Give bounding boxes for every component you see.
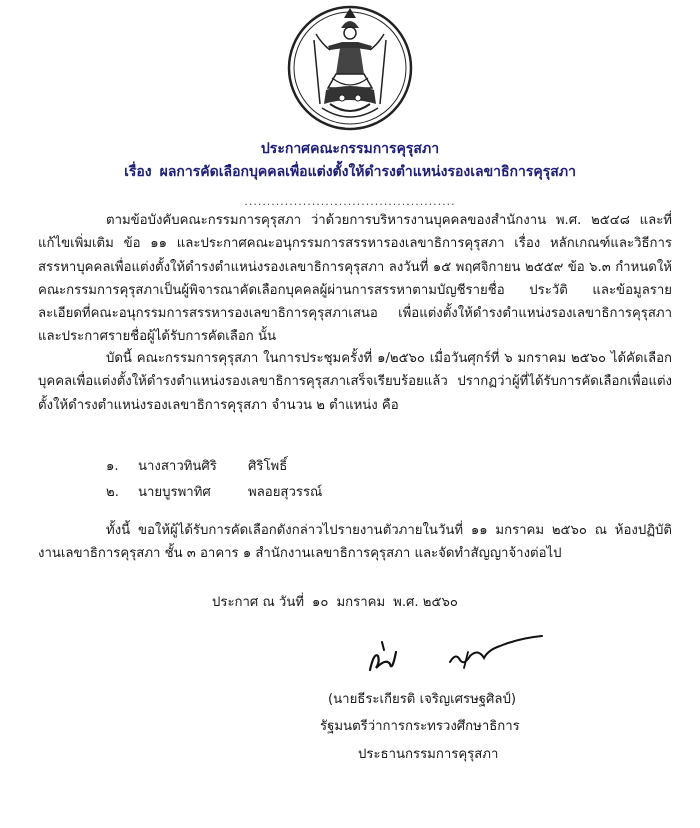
handwritten-signature (360, 622, 560, 682)
selected-person-2 (106, 482, 322, 504)
paragraph-report: ทั้งนี้ ขอให้ผู้ได้รับการคัดเลือกดังกล่าวไปรายงานตัวภายในวันที่ ๑๑ มกราคม ๒๕๖๐ ณ ห้องปฏิบัติงานเลขาธิการคุรุสภา ชั้น ๓ อาคาร ๑ สำนักงานเลขาธิการคุรุสภา และจัดทำสัญญาจ้างต่อไป (38, 523, 672, 562)
selected-person-1 (106, 456, 287, 478)
date-day: ๑๐ (312, 595, 329, 610)
khurusapha-seal-logo (286, 4, 414, 132)
date-month: มกราคม (336, 595, 386, 610)
paragraph-selection: บัดนี้ คณะกรรมการคุรุสภา ในการประชุมครั้งที่ ๑/๒๕๖๐ เมื่อวันศุกร์ที่ ๖ มกราคม ๒๕๖๐ ได้คัดเลือกบุคคลเพื่อแต่งตั้งให้ดำรงตำแหน่งรองเลขาธิการคุรุสภาเสร็จเรียบร้อยแล้ว ปรากฏว่าผู้ที่ได้รับการคัดเลือกเพื่อแต่งตั้งให้ดำรงตำแหน่งรองเลขาธิการคุรุสภา จำนวน ๒ ตำแหน่ง คือ (38, 351, 672, 413)
paragraph-regulation: ตามข้อบังคับคณะกรรมการคุรุสภา ว่าด้วยการบริหารงานบุคคลของสำนักงาน พ.ศ. ๒๕๔๘ และที่แก้ไขเพิ่มเติม ข้อ ๑๑ และประกาศคณะอนุกรรมการสรรหารองเลขาธิการคุรุสภา เรื่อง หลักเกณฑ์และวิธีการสรรหาบุคคลเพื่อแต่งตั้งให้ดำรงตำแหน่งรองเลขาธิการคุรุสภา ลงวันที่ ๑๕ พฤศจิกายน ๒๕๕๙ ข้อ ๖.๓ กำหนดให้คณะกรรมการคุรุสภาเป็นผู้พิจารณาคัดเลือกบุคคลผู้ผ่านการสรรหาตามบัญชีรายชื่อ ประวัติ และข้อมูลรายละเอียดที่คณะอนุกรรมการสรรหารองเลขาธิการคุรุสภาเสนอ เพื่อแต่งตั้งให้ดำรงตำแหน่งรองเลขาธิการคุรุสภา และประกาศรายชื่อผู้ได้รับการคัดเลือก นั้น (38, 213, 672, 345)
item-number: ๒. (106, 485, 119, 500)
announcement-date (212, 592, 466, 614)
person-last-name: พลอยสุวรรณ์ (248, 485, 323, 500)
person-first-name: นางสาวทินศิริ (138, 459, 217, 474)
subject-label: เรื่อง (124, 164, 152, 180)
signatory-role: ประธานกรรมการคุรุสภา (358, 747, 499, 762)
date-year: พ.ศ. ๒๕๖๐ (393, 595, 458, 610)
person-first-name: นายบูรพาทิศ (138, 485, 211, 500)
date-prefix: ประกาศ ณ วันที่ (212, 595, 305, 610)
item-number: ๑. (106, 459, 119, 474)
signatory-name: (นายธีระเกียรติ เจริญเศรษฐศิลป์) (328, 692, 517, 707)
signatory-position: รัฐมนตรีว่าการกระทรวงศึกษาธิการ (320, 719, 520, 734)
announcement-subject (0, 162, 700, 182)
subject-text: ผลการคัดเลือกบุคคลเพื่อแต่งตั้งให้ดำรงตำแหน่งรองเลขาธิการคุรุสภา (159, 164, 576, 180)
separator-line: ............................................... (244, 195, 456, 208)
person-last-name: ศิริโพธิ์ (248, 459, 288, 474)
announcement-title: ประกาศคณะกรรมการคุรุสภา (260, 141, 440, 157)
